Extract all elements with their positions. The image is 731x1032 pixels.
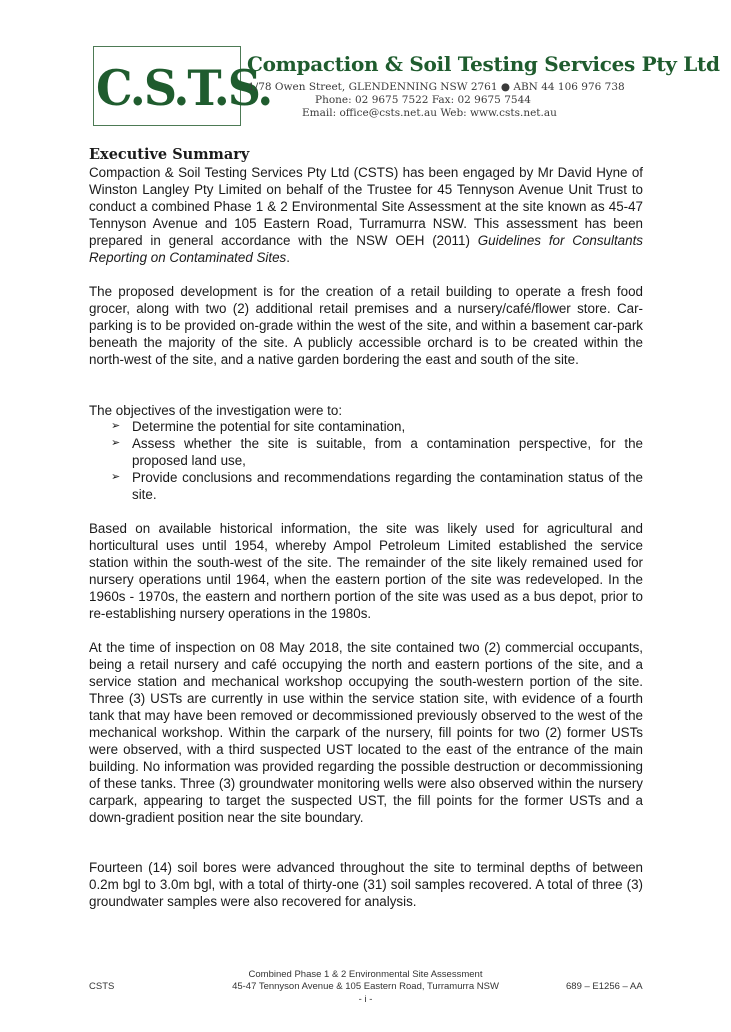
company-address: 1/78 Owen Street, GLENDENNING NSW 2761 ● ABN 44 106 976 738 <box>248 81 625 93</box>
section-heading: Executive Summary <box>89 146 250 163</box>
company-logo <box>93 46 272 126</box>
paragraph-site-inspection: At the time of inspection on 08 May 2018, the site contained two (2) commercial occupants, being a retail nursery and café occupying the north and eastern portions of the site, and a service station and mechanical workshop occupying the south-western portion of the site. Three (3) USTs are currently in use within the service station site, with evidence of a fourth tank that may have been removed or decommissioned previously observed to the west of the mechanical workshop. Within the carpark of the nursery, fill points for two (2) former USTs were observed, with a third suspected UST located to the east of the entrance of the main building. No information was provided regarding the possible destruction or decommissioning of these tanks. Three (3) groundwater monitoring wells were also observed within the nursery carpark, appearing to target the suspected UST, the fill points for the former USTs and a down-gradient position near the site boundary. <box>89 640 643 825</box>
list-item-text: Assess whether the site is suitable, from a contamination perspective, for the proposed land use, <box>132 436 643 468</box>
footer-site-address: 45-47 Tennyson Avenue & 105 Eastern Road, Turramurra NSW <box>232 981 499 992</box>
list-item <box>89 435 643 469</box>
objectives-list <box>89 418 643 503</box>
footer-report-title: Combined Phase 1 & 2 Environmental Site Assessment <box>248 969 483 980</box>
paragraph-proposed-development: The proposed development is for the creation of a retail building to operate a fresh food grocer, along with two (2) additional retail premises and a nursery/café/flower store. Car-parking is to be provided on-grade within the west of the site, and within a basement car-park beneath the majority of the site. A publicly accessible orchard is to be created within the north-west of the site, and a native garden bordering the east and south of the site. <box>89 284 643 367</box>
company-phone: Phone: 02 9675 7522 Fax: 02 9675 7544 <box>315 94 531 106</box>
list-item <box>89 418 643 435</box>
footer-company: CSTS <box>89 981 115 992</box>
paragraph-engagement <box>89 164 643 266</box>
arrow-bullet-icon: ➢ <box>111 420 121 432</box>
footer-page-number: - i - <box>358 994 373 1005</box>
paragraph-site-history: Based on available historical information, the site was likely used for agricultural and horticultural uses until 1954, whereby Ampol Petroleum Limited established the service station within the south-west of the site. The remainder of the site likely remained used for nursery operations until 1964, when the eastern portion of the site was redeveloped. In the 1960s - 1970s, the eastern and northern portion of the site was used as a bus depot, prior to re-establishing nursery operations in the 1980s. <box>89 521 643 621</box>
arrow-bullet-icon: ➢ <box>111 437 121 449</box>
paragraph-objectives-intro: The objectives of the investigation were to: <box>89 403 343 418</box>
logo-text: C.S.T.S. <box>96 59 272 117</box>
list-item-text: Determine the potential for site contamination, <box>132 419 406 434</box>
arrow-bullet-icon: ➢ <box>111 471 121 483</box>
company-email: Email: office@csts.net.au Web: www.csts.net.au <box>302 107 557 119</box>
paragraph-sampling: Fourteen (14) soil bores were advanced throughout the site to terminal depths of between 0.2m bgl to 3.0m bgl, with a total of thirty-one (31) soil samples recovered. A total of three (3) groundwater samples were also recovered for analysis. <box>89 860 643 909</box>
list-item-text: Provide conclusions and recommendations regarding the contamination status of the site. <box>132 470 643 502</box>
paragraph-engagement-end: . <box>286 250 290 265</box>
list-item <box>89 469 643 503</box>
guidelines-title: Guidelines for Consultants Reporting on Contaminated Sites <box>89 233 643 265</box>
paragraph-engagement-text: Compaction & Soil Testing Services Pty Ltd (CSTS) has been engaged by Mr David Hyne of Winston Langley Pty Limited on behalf of the Trustee for 45 Tennyson Avenue Unit Trust to conduct a combined Phase 1 & 2 Environmental Site Assessment at the site known as 45-47 Tennyson Avenue and 105 Eastern Road, Turramurra NSW. This assessment has been prepared in general accordance with the NSW OEH (2011) <box>89 165 643 248</box>
footer-report-number: 689 – E1256 – AA <box>566 981 643 992</box>
company-name: Compaction & Soil Testing Services Pty Ltd <box>247 52 720 76</box>
